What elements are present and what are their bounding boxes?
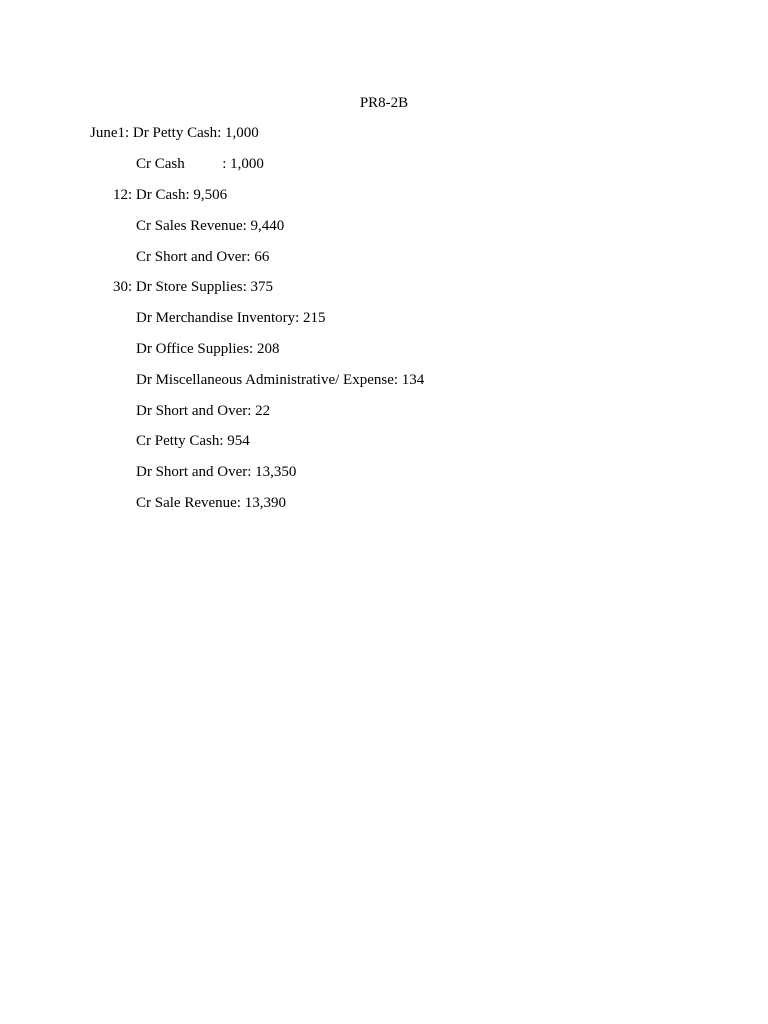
journal-entry-line: Cr Petty Cash: 954 xyxy=(136,433,250,449)
journal-entry-line: Dr Miscellaneous Administrative/ Expense: 134 xyxy=(136,372,425,388)
journal-entry-line: Cr Sales Revenue: 9,440 xyxy=(136,218,285,234)
journal-entry-line: 12: Dr Cash: 9,506 xyxy=(113,187,228,203)
journal-entry-line: Cr Sale Revenue: 13,390 xyxy=(136,495,286,511)
journal-entry-line: Dr Short and Over: 22 xyxy=(136,403,271,419)
journal-entry-line: Dr Merchandise Inventory: 215 xyxy=(136,310,326,326)
journal-entry-line: Dr Office Supplies: 208 xyxy=(136,341,280,357)
journal-entry-line: Dr Short and Over: 13,350 xyxy=(136,464,297,480)
journal-entry-line: Cr Short and Over: 66 xyxy=(136,249,270,265)
journal-entry-line: June1: Dr Petty Cash: 1,000 xyxy=(90,125,259,141)
journal-entry-line: Cr Cash : 1,000 xyxy=(136,156,264,172)
document-title: PR8-2B xyxy=(359,95,409,111)
journal-entry-line: 30: Dr Store Supplies: 375 xyxy=(113,279,273,295)
